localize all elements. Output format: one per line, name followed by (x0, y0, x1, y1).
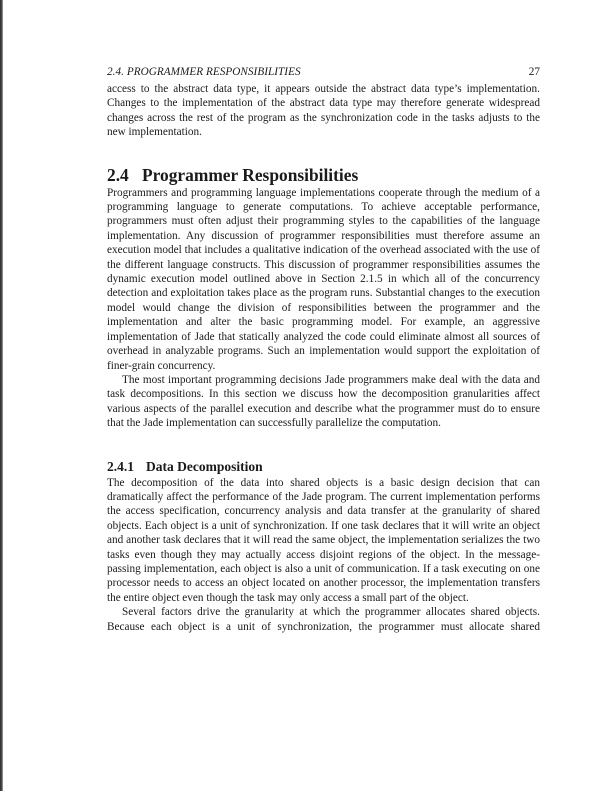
subsection-title: Data Decomposition (146, 458, 263, 474)
section-heading (107, 164, 540, 186)
subsection-paragraph: Several factors drive the granularity at which the programmer allocates shared objects. Because each object is a unit of synchronization, the programmer must allocate shared (107, 606, 540, 633)
section-title: Programmer Responsibilities (142, 164, 359, 185)
running-title: 2.4. PROGRAMMER RESPONSIBILITIES (107, 66, 301, 78)
subsection-heading (107, 458, 540, 476)
running-header (107, 66, 540, 82)
continued-paragraph: access to the abstract data type, it appears outside the abstract data type’s implementation. Changes to the implementation of the abstract data type may therefore generate widespread changes across the rest of the program as the synchronization code in the tasks adjusts to the new implementation. (107, 83, 540, 139)
section-number: 2.4 (107, 164, 129, 185)
document-page (107, 66, 540, 634)
section-paragraph: Programmers and programming language implementations cooperate through the medium of a programming language to generate computations. To achieve acceptable performance, programmers must often adjust their programming styles to the capabilities of the language implementation. Any discussion of programmer responsibilities must therefore assume an execution model that includes a qualitative indication of the overhead associated with the use of the different language constructs. This discussion of programmer responsibilities assumes the dynamic execution model outlined above in Section 2.1.5 in which all of the concurrency detection and exploitation takes place as the program runs. Substantial changes to the execution model would change the division of responsibilities between the programmer and the implementation and alter the basic programming model. For example, an aggressive implementation of Jade that statically analyzed the code could eliminate almost all sources of overhead in analyzable programs. Such an implementation would support the exploitation of finer-grain concurrency. (107, 186, 540, 372)
scan-edge-shadow (0, 0, 3, 791)
page-number: 27 (528, 66, 540, 78)
subsection-paragraph: The decomposition of the data into shared objects is a basic design decision that can dramatically affect the performance of the Jade program. The current implementation performs the access specification, concurrency analysis and data transfer at the granularity of shared objects. Each object is a unit of synchronization. If one task declares that it will write an object and another task declares that it will read the same object, the implementation serializes the two tasks even though they may actually access disjoint regions of the object. In the message-passing implementation, each object is also a unit of communication. If a task executing on one processor needs to access an object located on another processor, the implementation transfers the entire object even though the task may only access a small part of the object. (107, 476, 540, 604)
subsection-number: 2.4.1 (107, 458, 134, 474)
section-paragraph: The most important programming decisions Jade programmers make deal with the data and task decompositions. In this section we discuss how the decomposition granularities affect various aspects of the parallel execution and describe what the programmer must do to ensure that the Jade implementation can successfully parallelize the computation. (107, 373, 540, 430)
